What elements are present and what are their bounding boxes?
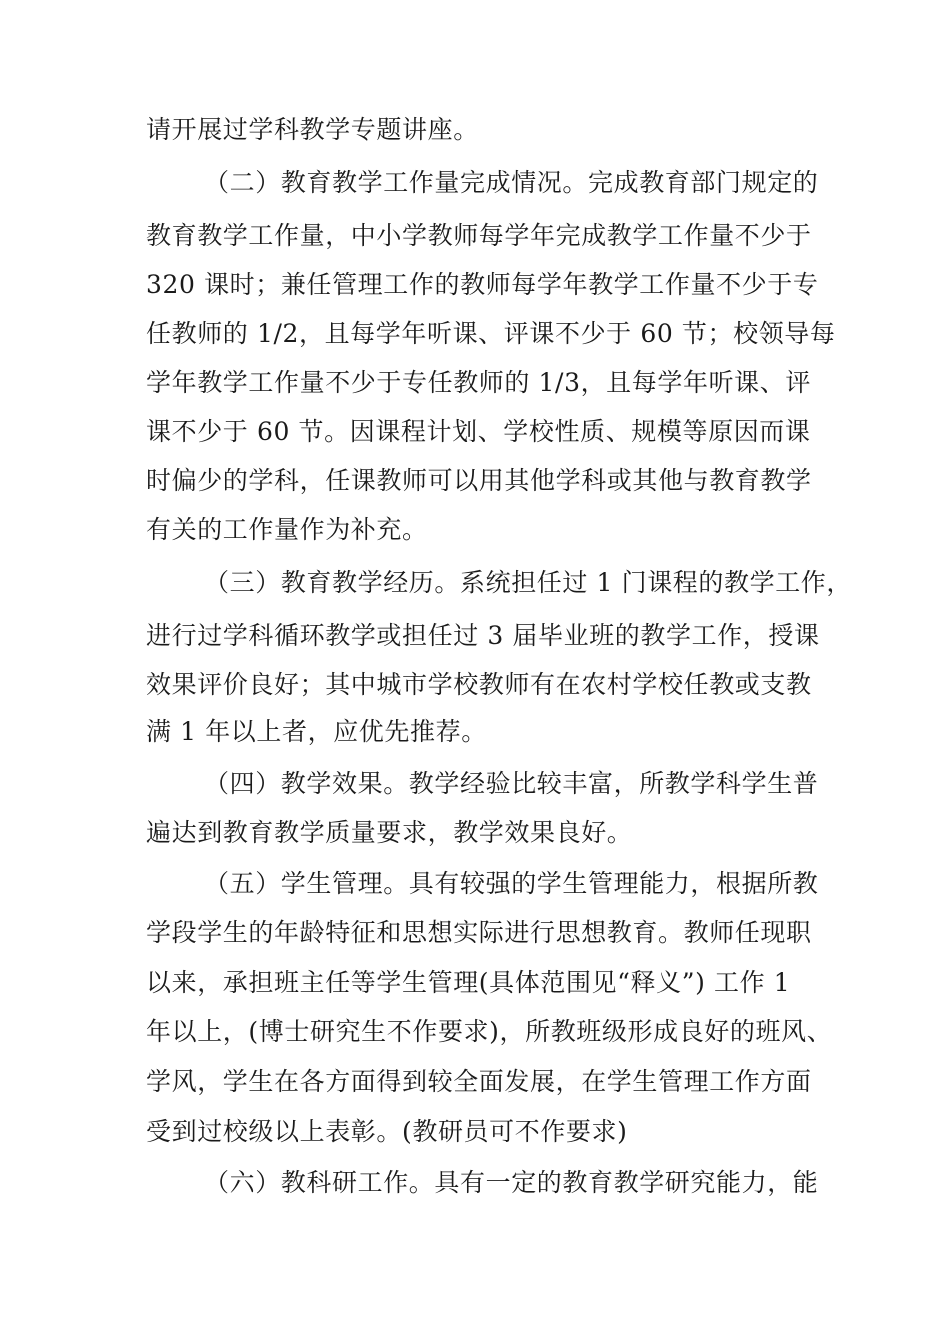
- paragraph-heading-4: （四）教学效果。教学经验比较丰富，所教学科学生普: [204, 769, 819, 798]
- text-line: 满 1 年以上者，应优先推荐。: [146, 717, 487, 746]
- text-line: 教育教学工作量，中小学教师每学年完成教学工作量不少于: [146, 221, 812, 250]
- text-line: 进行过学科循环教学或担任过 3 届毕业班的教学工作，授课: [146, 621, 820, 650]
- text-line: 学年教学工作量不少于专任教师的 1/3，且每学年听课、评: [146, 368, 811, 397]
- text-line: 受到过校级以上表彰。(教研员可不作要求): [146, 1117, 628, 1146]
- text-line: 效果评价良好；其中城市学校教师有在农村学校任教或支教: [146, 670, 812, 699]
- text-line: 学段学生的年龄特征和思想实际进行思想教育。教师任现职: [146, 918, 812, 947]
- paragraph-heading-5: （五）学生管理。具有较强的学生管理能力，根据所教: [204, 869, 819, 898]
- text-line: 任教师的 1/2，且每学年听课、评课不少于 60 节；校领导每: [146, 319, 836, 348]
- text-line: 以来，承担班主任等学生管理(具体范围见“释义”) 工作 1: [146, 968, 791, 997]
- text-line: 遍达到教育教学质量要求，教学效果良好。: [146, 818, 633, 847]
- text-line: 课不少于 60 节。因课程计划、学校性质、规模等原因而课: [146, 417, 811, 446]
- text-line: 时偏少的学科，任课教师可以用其他学科或其他与教育教学: [146, 466, 812, 495]
- paragraph-heading-3: （三）教育教学经历。系统担任过 1 门课程的教学工作，: [204, 568, 853, 597]
- paragraph-heading-6: （六）教科研工作。具有一定的教育教学研究能力，能: [204, 1168, 819, 1197]
- text-line: 有关的工作量作为补充。: [146, 515, 428, 544]
- paragraph-heading-2: （二）教育教学工作量完成情况。完成教育部门规定的: [204, 168, 819, 197]
- text-line: 年以上，(博士研究生不作要求)，所教班级形成良好的班风、: [146, 1017, 833, 1046]
- text-line: 320 课时；兼任管理工作的教师每学年教学工作量不少于专: [146, 270, 819, 299]
- text-line: 学风，学生在各方面得到较全面发展，在学生管理工作方面: [146, 1067, 812, 1096]
- text-line: 请开展过学科教学专题讲座。: [146, 115, 479, 144]
